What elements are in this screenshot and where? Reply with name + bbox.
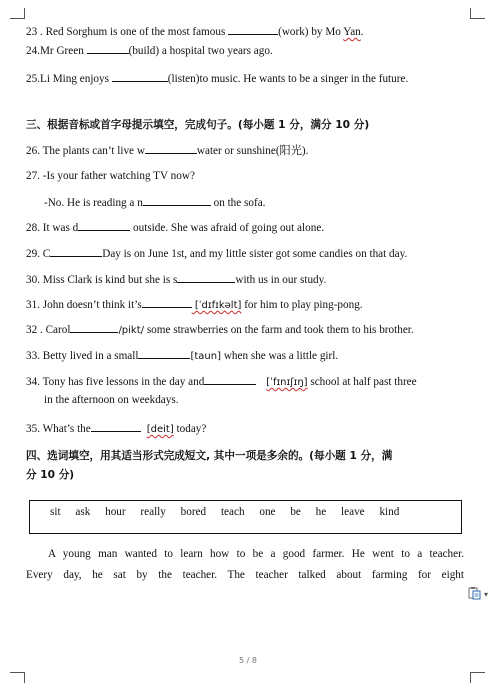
q24-text-pre: 24.Mr Green bbox=[26, 45, 87, 57]
paste-icon[interactable] bbox=[468, 586, 482, 600]
question-27-line-1: 27. -Is your father watching TV now? bbox=[26, 170, 195, 182]
q27-text-pre: -No. He is reading a n bbox=[44, 197, 143, 209]
q29-text-post: Day is on June 1st, and my little sister got some candies on that day. bbox=[102, 248, 408, 260]
q26-blank bbox=[145, 143, 197, 154]
q25-text-post: (listen)to music. He wants to be a singer in the future. bbox=[167, 73, 409, 85]
question-26 bbox=[26, 143, 308, 158]
q29-blank bbox=[50, 246, 102, 257]
q32-text-pre: 32 . Carol bbox=[26, 324, 71, 336]
q31-text-post: for him to play ping-pong. bbox=[241, 299, 363, 311]
q23-blank bbox=[228, 24, 278, 35]
word-bank-item: hour bbox=[105, 506, 126, 518]
word-bank-item: bored bbox=[180, 506, 207, 518]
word-bank bbox=[50, 505, 411, 519]
question-25 bbox=[26, 71, 408, 86]
q31-text-pre: 31. John doesn’t think it’s bbox=[26, 299, 142, 311]
question-33 bbox=[26, 348, 338, 364]
word-bank-item: he bbox=[315, 506, 327, 518]
q32-phonetic: /pikt/ bbox=[118, 325, 145, 336]
q30-blank bbox=[177, 272, 235, 283]
passage-line-2: Every day, he sat by the teacher. The teacher talked about farming for eight bbox=[26, 569, 464, 581]
q24-blank bbox=[87, 43, 129, 54]
q23-author-name: Yan bbox=[343, 26, 361, 38]
q23-text-mid: (work) by Mo bbox=[278, 26, 344, 38]
q35-text-pre: 35. What’s the bbox=[26, 423, 91, 435]
q23-text-end: . bbox=[360, 26, 364, 38]
q27-text-post: on the sofa. bbox=[210, 197, 266, 209]
q34-text-post: school at half past three bbox=[307, 376, 417, 388]
q28-text-post: outside. She was afraid of going out alone. bbox=[130, 222, 325, 234]
word-bank-item: kind bbox=[379, 506, 400, 518]
chevron-down-icon[interactable]: ▾ bbox=[484, 590, 489, 599]
crop-mark-bottom-right bbox=[470, 672, 485, 683]
word-bank-item: be bbox=[290, 506, 301, 518]
q32-text-post: some strawberries on the farm and took them to his brother. bbox=[144, 324, 414, 336]
question-27-line-2 bbox=[44, 195, 265, 210]
q25-blank bbox=[112, 71, 168, 82]
page-number: 5 / 8 bbox=[239, 656, 257, 665]
q33-text-pre: 33. Betty lived in a small bbox=[26, 350, 139, 362]
q33-blank bbox=[138, 348, 190, 359]
q28-text-pre: 28. It was d bbox=[26, 222, 79, 234]
question-30 bbox=[26, 272, 326, 287]
passage-line-1: A young man wanted to learn how to be a good farmer. He went to a teacher. bbox=[48, 548, 464, 560]
q31-blank bbox=[142, 297, 192, 308]
q28-blank bbox=[78, 220, 130, 231]
section-4-heading-line-1: 四、选词填空，用其适当形式完成短文, 其中一项是多余的。(每小题 1 分，满 bbox=[26, 450, 393, 462]
q33-phonetic: [taun] bbox=[190, 351, 222, 362]
q30-text-pre: 30. Miss Clark is kind but she is s bbox=[26, 274, 178, 286]
q35-blank bbox=[91, 421, 141, 432]
question-23 bbox=[26, 24, 364, 39]
q24-text-post: (build) a hospital two years ago. bbox=[128, 45, 273, 57]
q25-text-pre: 25.Li Ming enjoys bbox=[26, 73, 112, 85]
question-35 bbox=[26, 421, 206, 437]
crop-mark-top-right bbox=[470, 8, 485, 19]
question-32 bbox=[26, 322, 414, 338]
q26-text-post: water or sunshine(阳光). bbox=[196, 145, 309, 157]
word-bank-box bbox=[29, 500, 462, 534]
word-bank-item: sit bbox=[50, 506, 61, 518]
q34-phonetic: [ˈfɪnɪʃɪŋ] bbox=[266, 377, 308, 388]
word-bank-item: ask bbox=[75, 506, 91, 518]
question-34-line-1 bbox=[26, 374, 417, 390]
question-24 bbox=[26, 43, 273, 58]
word-bank-item: really bbox=[140, 506, 166, 518]
question-29 bbox=[26, 246, 407, 261]
q31-phonetic: [ˈdɪfɪkəlt] bbox=[191, 300, 242, 311]
q27-blank bbox=[143, 195, 211, 206]
word-bank-item: teach bbox=[220, 506, 245, 518]
question-31 bbox=[26, 297, 363, 313]
q29-text-pre: 29. C bbox=[26, 248, 51, 260]
word-bank-item: one bbox=[259, 506, 276, 518]
section-4-heading-line-2: 分 10 分) bbox=[26, 469, 75, 481]
crop-mark-bottom-left bbox=[10, 672, 25, 683]
section-3-heading: 三、根据音标或首字母提示填空，完成句子。(每小题 1 分，满分 10 分) bbox=[26, 119, 370, 131]
word-bank-item: leave bbox=[341, 506, 365, 518]
q34-blank bbox=[204, 374, 256, 385]
crop-mark-top-left bbox=[10, 8, 25, 19]
q30-text-post: with us in our study. bbox=[235, 274, 327, 286]
question-28 bbox=[26, 220, 324, 235]
q32-blank bbox=[70, 322, 118, 333]
q34-text-pre: 34. Tony has five lessons in the day and bbox=[26, 376, 205, 388]
q35-phonetic: [deit] bbox=[146, 424, 174, 435]
q35-text-post: today? bbox=[173, 423, 207, 435]
q33-text-post: when she was a little girl. bbox=[221, 350, 339, 362]
question-34-line-2: in the afternoon on weekdays. bbox=[44, 394, 179, 406]
q26-text-pre: 26. The plants can’t live w bbox=[26, 145, 145, 157]
q23-text-pre: 23 . Red Sorghum is one of the most famous bbox=[26, 26, 229, 38]
